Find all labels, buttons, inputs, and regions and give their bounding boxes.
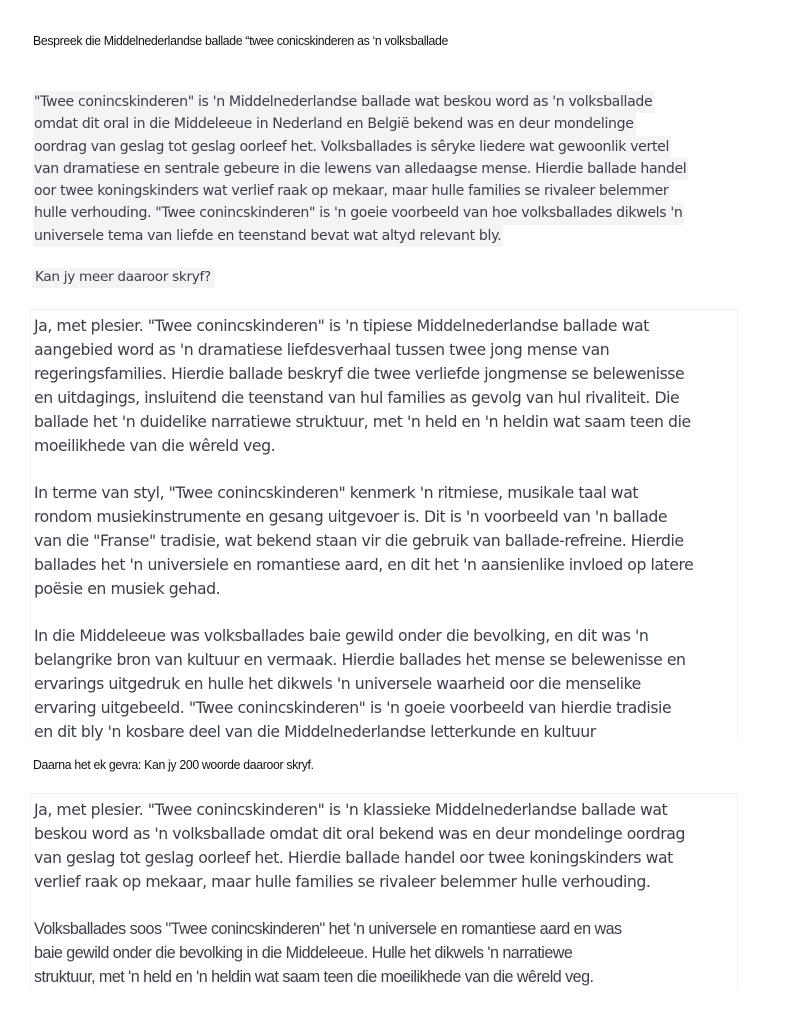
- response-paragraph: [34, 624, 731, 744]
- response-line: regeringsfamilies. Hierdie ballade beskryf die twee verliefde jongmense se belewenisse: [34, 364, 685, 383]
- response-line: ervaring uitgebeeld. "Twee conincskinderen" is 'n goeie voorbeeld van hierdie tradisie: [34, 698, 672, 717]
- response-paragraph: [34, 798, 731, 894]
- second-request: Daarna het ek gevra: Kan jy 200 woorde daaroor skryf.: [33, 757, 314, 772]
- response-line: van geslag tot geslag oorleef het. Hierdie ballade handel oor twee koningskinders wat: [34, 848, 673, 867]
- response-line: omdat dit oral in die Middeleeue in Nederland en België bekend was en deur mondelinge: [33, 113, 636, 135]
- response-line: universele tema van liefde en teenstand bevat wat altyd relevant bly.: [33, 225, 503, 247]
- response-paragraph: [34, 481, 731, 601]
- response-line: en uitdagings, insluitend die teenstand van hul families as gevolg van hul rivaliteit. Die: [34, 388, 680, 407]
- response-line: van die "Franse" tradisie, wat bekend staan vir die gebruik van ballade-refreine. Hierdie: [34, 531, 684, 550]
- response-paragraph: [34, 314, 731, 458]
- response-line: moeilikhede van die wêreld veg.: [34, 436, 276, 455]
- response-line: en dit bly 'n kosbare deel van die Middelnederlandse letterkunde en kultuur: [34, 722, 596, 741]
- response-line: beskou word as 'n volksballade omdat dit oral bekend was en deur mondelinge oordrag: [34, 824, 685, 843]
- response-line: Ja, met plesier. "Twee conincskinderen" is 'n klassieke Middelnederlandse ballade wat: [34, 800, 668, 819]
- response-paragraph: [34, 917, 703, 989]
- response-line: Volksballades soos "Twee conincskinderen" het 'n universele en romantiese aard en was: [34, 919, 622, 938]
- response-line: verlief raak op mekaar, maar hulle families se rivaleer belemmer hulle verhouding.: [34, 872, 651, 891]
- response-line: In die Middeleeue was volksballades baie gewild onder die bevolking, en dit was 'n: [34, 626, 649, 645]
- prompt-heading: Bespreek die Middelnederlandse ballade “twee conicskinderen as ‘n volksballade: [33, 33, 449, 48]
- third-response-box: [30, 793, 738, 990]
- response-line: oordrag van geslag tot geslag oorleef het. Volksballades is sêryke liedere wat gewoonlik vertel: [33, 136, 671, 158]
- response-line: Ja, met plesier. "Twee conincskinderen" is 'n tipiese Middelnederlandse ballade wat: [34, 316, 649, 335]
- response-line: baie gewild onder die bevolking in die Middeleeue. Hulle het dikwels 'n narratiewe: [34, 943, 573, 962]
- response-line: van dramatiese en sentrale gebeure in die lewens van alledaagse mense. Hierdie ballade handel: [33, 158, 688, 180]
- second-response-box: [30, 309, 738, 741]
- response-line: "Twee conincskinderen" is 'n Middelnederlandse ballade wat beskou word as 'n volksballade: [33, 91, 654, 113]
- response-line: hulle verhouding. "Twee conincskinderen" is 'n goeie voorbeeld van hoe volksballades dikwels 'n: [33, 202, 684, 224]
- response-line: belangrike bron van kultuur en vermaak. Hierdie ballades het mense se belewenisse en: [34, 650, 686, 669]
- response-line: struktuur, met 'n held en 'n heldin wat saam teen die moeilikhede van die wêreld veg.: [34, 967, 594, 986]
- response-line: In terme van styl, "Twee conincskinderen" kenmerk 'n ritmiese, musikale taal wat: [34, 483, 639, 502]
- response-line: rondom musiekinstrumente en gesang uitgevoer is. Dit is 'n voorbeeld van 'n ballade: [34, 507, 668, 526]
- response-line: aangebied word as 'n dramatiese liefdesverhaal tussen twee jong mense van: [34, 340, 610, 359]
- response-line: ervarings uitgedruk en hulle het dikwels 'n universele waarheid oor die menselike: [34, 674, 641, 693]
- response-line: oor twee koningskinders wat verlief raak op mekaar, maar hulle families se rivaleer belemmer: [33, 180, 670, 202]
- response-line: ballade het 'n duidelike narratiewe struktuur, met 'n held en 'n heldin wat saam teen die: [34, 412, 691, 431]
- response-line: ballades het 'n universiele en romantiese aard, en dit het 'n aansienlike invloed op latere: [34, 555, 694, 574]
- follow-up-question: Kan jy meer daaroor skryf?: [33, 268, 215, 288]
- first-response: [33, 91, 688, 247]
- response-line: poësie en musiek gehad.: [34, 579, 221, 598]
